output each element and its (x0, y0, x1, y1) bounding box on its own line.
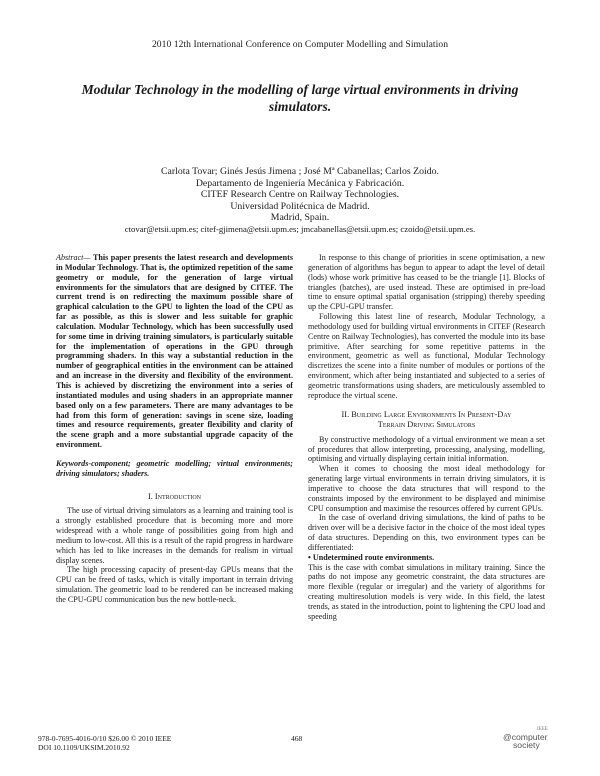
affiliation-line: Madrid, Spain. (270, 212, 330, 224)
abstract-body: This paper presents the latest research and developments in Modular Technology. That is, the optimized repetition of the same geometry or module, for the generation of large virtual environments for the simulators that are designed by CITEF. The current trend is on redirecting the maximum possible share of graphical calculation to the GPU to lighten the load of the CPU as far as possible, as this is slower and less suitable for graphic calculation. Modular Technology, which has been successfully used for some time in driving training simulators, is particularly suitable for the implementation of operations in the GPU through programming shaders. In this way a substantial reduction in the number of geographical entities in the environment can be attained and an increase in the diversity and flexibility of the environment. This is achieved by discretizing the environment into a series of instantiated modules and using shaders in an appropriate manner based only on a few parameters. There are many advantages to be had from this form of generation: savings in scene size, loading times and resource requirements, greater flexibility and clarity of the scene graph and a more substantial upgrade capacity of the environment. (56, 253, 293, 450)
computer-society-logo (503, 727, 563, 750)
paragraph: By constructive methodology of a virtual environment we mean a set of procedures that allow interpreting, processing, analysing, modelling, optimising and virtually displaying certain initial information. (308, 434, 545, 464)
logo-line-2: society (513, 740, 540, 750)
author-emails: ctovar@etsii.upm.es; citef-gjimena@etsii.upm.es; jmcabanellas@etsii.upm.es; czoido@etsii.upm.es. (124, 223, 476, 234)
logo-ieee-text: IEEE (537, 727, 548, 732)
abstract-lead: Abstract— (56, 253, 91, 262)
footer-doi: DOI 10.1109/UKSIM.2010.92 (38, 743, 130, 753)
paragraph: The high processing capacity of present-day GPUs means that the CPU can be freed of tasks, which is vitally important in terrain driving simulation. The geometric load to be rendered can be increased making the CPU-GPU communication bus the new bottle-neck. (56, 565, 293, 604)
footer-copyright (38, 734, 171, 753)
affiliation-line: CITEF Research Centre on Railway Technologies. (200, 189, 400, 201)
affiliation-line: Universidad Politécnica de Madrid. (230, 200, 370, 212)
paper-title: Modular Technology in the modelling of large virtual environments in driving simulators. (81, 82, 519, 114)
abstract (56, 253, 293, 450)
paragraph: When it comes to choosing the most ideal methodology for generating large virtual environments in terrain driving simulators, it is imperative to choose the data structures that will respond to the constraints imposed by the environment to be displayed and minimise CPU consumption and maximise the resources offered by current GPUs. (308, 464, 545, 513)
conference-header: 2010 12th International Conference on Computer Modelling and Simulation (151, 39, 449, 50)
section-heading-introduction: I. Introduction (147, 491, 201, 501)
paragraph: The use of virtual driving simulators as a learning and training tool is a strongly established procedure that is becoming more and more widespread with a whole range of possibilities going from high and medium to low-cost. All this is a result of the rapid progress in hardware which has led to like increases in the demands for realism in virtual display scenes. (56, 506, 293, 565)
logo-line-1: @computer (503, 732, 548, 742)
footer-isbn: 978-0-7695-4016-0/10 $26.00 © 2010 IEEE (38, 734, 172, 743)
page-number: 468 (291, 734, 303, 743)
bullet-item: • Undetermined route environments. (308, 552, 435, 562)
left-column (56, 253, 293, 605)
paragraph: In response to this change of priorities in scene optimisation, a new generation of algorithms has begun to appear to adapt the level of detail (lods) whose work primitive has ceased to be the triangle [1]. Blocks of triangles (batches), are used instead. These are optimised in pre-load time to ensure optimal spatial organisation (stripping) thereby speeding up the CPU-GPU transfer. (308, 253, 545, 312)
section-heading-building-environments (308, 410, 545, 430)
keywords: Keywords-component; geometric modelling; virtual environments; driving simulators; shaders. (56, 458, 293, 478)
paragraph: In the case of overland driving simulations, the kind of paths to be driven over will be a decisive factor in the choice of the most ideal types of data structures. Depending on this, two environment types can be differentiated: (308, 513, 545, 552)
paragraph: This is the case with combat simulations in military training. Since the paths do not impose any geometric constraint, the data structures are more flexible (regular or irregular) and the variety of algorithms for creating multiresolution models is very wide. In this field, the latest trends, as stated in the introduction, point to lightening the CPU load and speeding (308, 562, 545, 621)
heading-line: II. Building Large Environments In Present-Day (341, 409, 512, 419)
author-names: Carlota Tovar; Ginés Jesús Jimena ; José Mª Cabanellas; Carlos Zoido. (160, 166, 439, 177)
paragraph: Following this latest line of research, Modular Technology, a methodology used for building virtual environments in CITEF (Research Centre on Railway Technologies), has converted the module into its base primitive. After searching for some repetitive patterns in the environment, geometric as well as functional, Modular Technology discretizes the scene into a finite number of modules or portions of the environment, which after being instantiated and subjected to a series of geometric transformations using shaders, are meticulously assembled to reproduce the virtual scene. (308, 312, 545, 400)
heading-line: Terrain Driving Simulators (377, 419, 476, 429)
right-column (308, 253, 545, 622)
author-block (0, 166, 600, 236)
affiliation-line: Departamento de Ingeniería Mecánica y Fabricación. (195, 177, 405, 189)
